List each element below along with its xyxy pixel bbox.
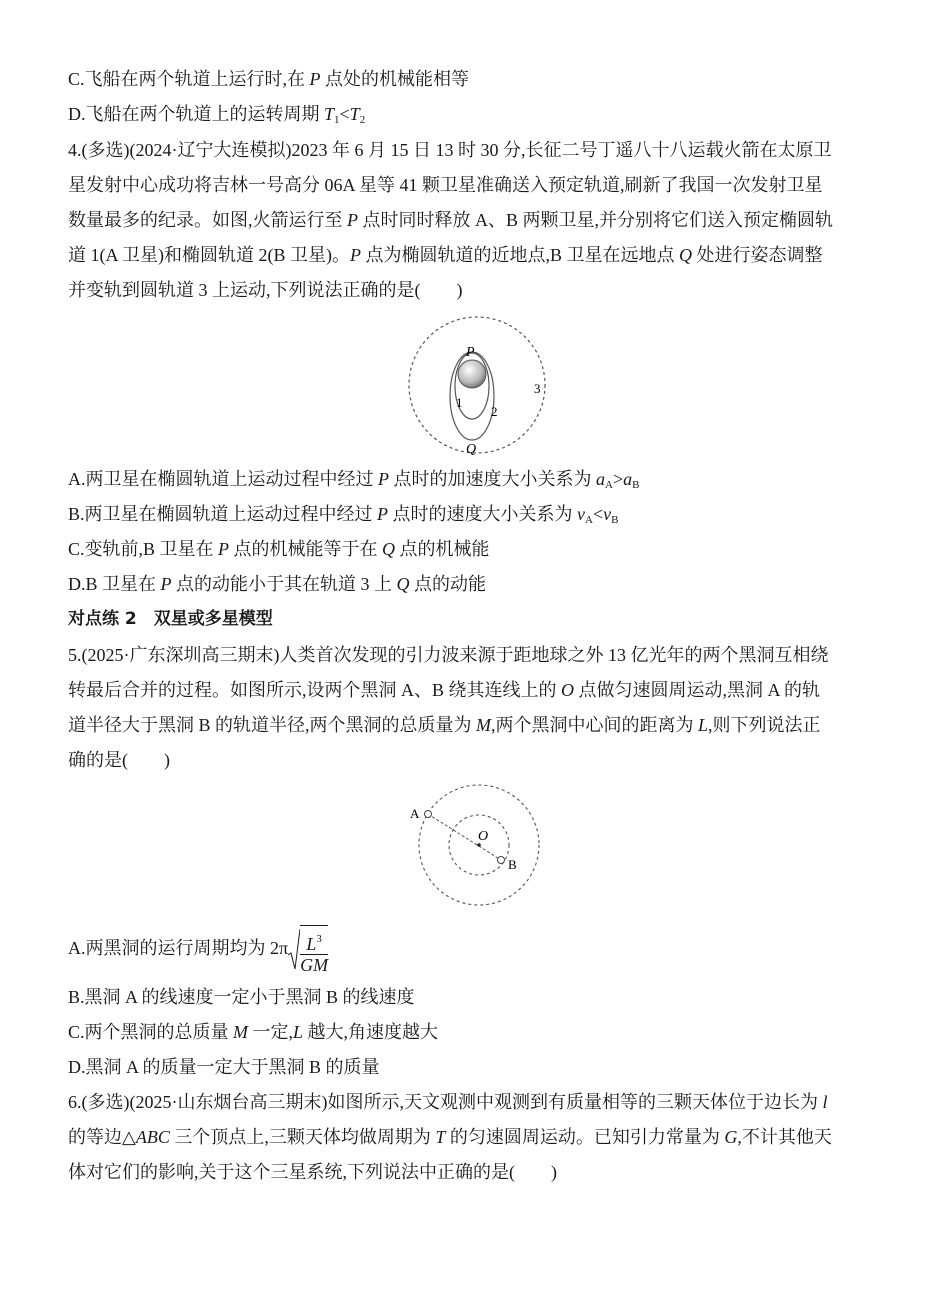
q3-option-c: C.飞船在两个轨道上运行时,在 P 点处的机械能相等 — [68, 69, 470, 89]
label-3: 3 — [534, 381, 541, 396]
label-2: 2 — [491, 404, 498, 419]
q4-option-b: B.两卫星在椭圆轨道上运动过程中经过 P 点时的速度大小关系为 $v_A<v_B$ — [68, 504, 619, 526]
q5-stem-line-1: 5.(2025·广东深圳高三期末)人类首次发现的引力波来源于距地球之外 13 亿光年的两个黑洞互相绕 — [68, 645, 829, 665]
q5-stem-line-3: 道半径大于黑洞 B 的轨道半径,两个黑洞的总质量为 M,两个黑洞中心间的距离为 L,则下列说法正 — [68, 715, 821, 735]
q4-stem-line-1: 4.(多选)(2024·辽宁大连模拟)2023 年 6 月 15 日 13 时 30 分,长征二号丁遥八十八运载火箭在太原卫 — [68, 140, 832, 160]
sqrt-radicand — [300, 925, 328, 975]
q4-option-a: A.两卫星在椭圆轨道上运动过程中经过 P 点时的加速度大小关系为 $a_A>a_B$ — [68, 469, 640, 491]
q4-stem-line-3: 数量最多的纪录。如图,火箭运行至 P 点时同时释放 A、B 两颗卫星,并分别将它们送入预定椭圆轨 — [68, 210, 834, 230]
label-a: A — [410, 806, 420, 821]
label-1: 1 — [456, 395, 463, 410]
black-hole-a — [425, 811, 432, 818]
q4-stem-line-5: 并变轨到圆轨道 3 上运动,下列说法正确的是( ) — [68, 280, 463, 300]
q5-option-a: A.两黑洞的运行周期均为 2π $\frac{L^3}{GM}$ — [68, 924, 328, 972]
q5-stem-line-2: 转最后合并的过程。如图所示,设两个黑洞 A、B 绕其连线上的 O 点做匀速圆周运动,黑洞 A 的轨 — [68, 680, 821, 700]
q4-stem-line-4: 道 1(A 卫星)和椭圆轨道 2(B 卫星)。P 点为椭圆轨道的近地点,B 卫星在远地点 Q 处进行姿态调整 — [68, 245, 823, 265]
q6-stem-line-3: 体对它们的影响,关于这个三星系统,下列说法中正确的是( ) — [68, 1162, 557, 1182]
label-b: B — [508, 857, 517, 872]
q4-orbit-figure — [400, 305, 560, 460]
connecting-line — [428, 814, 501, 860]
q4-option-d: D.B 卫星在 P 点的动能小于其在轨道 3 上 Q 点的动能 — [68, 574, 487, 594]
sqrt-sign-icon — [288, 929, 300, 971]
q4-option-c: C.变轨前,B 卫星在 P 点的机械能等于在 Q 点的机械能 — [68, 539, 490, 559]
section-heading: 对点练 2 双星或多星模型 — [68, 609, 273, 629]
label-q: Q — [466, 442, 477, 457]
q5-binary-figure — [400, 780, 550, 910]
black-hole-b — [498, 857, 505, 864]
q3-option-d: D.飞船在两个轨道上的运转周期 $T_1<T_2$ — [68, 104, 366, 126]
q5-stem-line-4: 确的是( ) — [68, 750, 170, 770]
label-p: P — [466, 345, 475, 360]
q4-stem-line-2: 星发射中心成功将吉林一号高分 06A 星等 41 颗卫星准确送入预定轨道,刷新了我国一次发射卫星 — [68, 175, 823, 195]
q6-stem-line-2: 的等边△ABC 三个顶点上,三颗天体均做周期为 T 的匀速圆周运动。已知引力常量为 G,不计其他天 — [68, 1127, 832, 1147]
earth-icon — [458, 360, 486, 388]
q5-option-b: B.黑洞 A 的线速度一定小于黑洞 B 的线速度 — [68, 987, 415, 1007]
label-o: O — [478, 829, 489, 844]
fraction: $\frac{L^3}{GM}$ — [300, 929, 328, 975]
q6-stem-line-1: 6.(多选)(2025·山东烟台高三期末)如图所示,天文观测中观测到有质量相等的三颗天体位于边长为 l — [68, 1092, 828, 1112]
q5-option-d: D.黑洞 A 的质量一定大于黑洞 B 的质量 — [68, 1057, 380, 1077]
q5-option-c: C.两个黑洞的总质量 M 一定,L 越大,角速度越大 — [68, 1022, 439, 1042]
